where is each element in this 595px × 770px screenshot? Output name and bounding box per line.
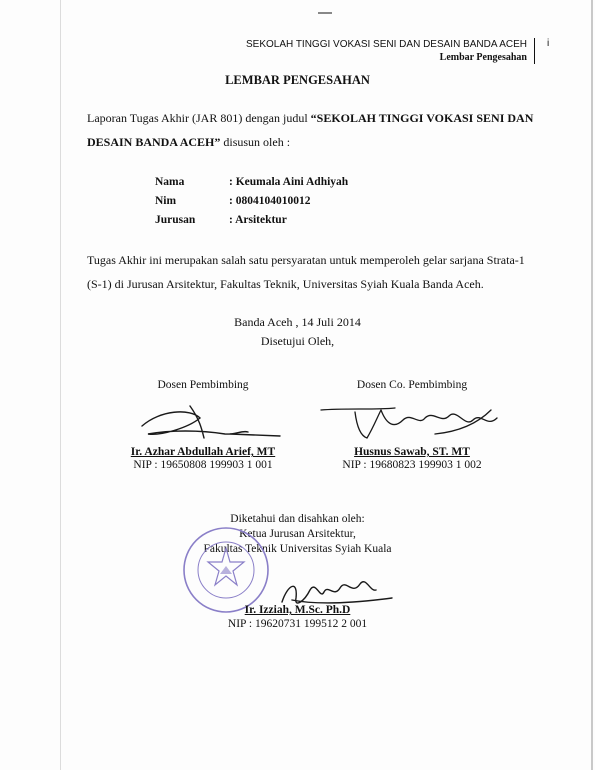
supervisor-name: Ir. Azhar Abdullah Arief, MT <box>130 446 276 458</box>
supervisor-nip: NIP : 19650808 199903 1 001 <box>133 459 273 471</box>
nim-label: Nim <box>155 195 177 207</box>
project-title: “SEKOLAH TINGGI VOKASI SENI DAN DESAIN BANDA ACEH” <box>87 111 534 149</box>
ratification-line3: Fakultas Teknik Universitas Syiah Kuala <box>203 543 392 555</box>
intro-text-before: Laporan Tugas Akhir (JAR 801) dengan judul <box>87 111 311 125</box>
ratification-block <box>0 512 595 557</box>
name-value: : Keumala Aini Adhiyah <box>229 176 349 188</box>
statement-paragraph: Tugas Akhir ini merupakan salah satu persyaratan untuk memperoleh gelar sarjana Strata-1 (S-1) di Jurusan Arsitektur, Fakultas Teknik, Universitas Syiah Kuala Banda Aceh. <box>87 253 525 291</box>
header-institution: SEKOLAH TINGGI VOKASI SENI DAN DESAIN BANDA ACEH <box>245 39 527 50</box>
approved-by: Disetujui Oleh, <box>260 334 335 348</box>
ratification-line2: Ketua Jurusan Arsitektur, <box>239 528 356 540</box>
running-header <box>246 38 535 64</box>
co-supervisor-signature <box>315 398 505 448</box>
scan-edge-right <box>591 0 593 770</box>
scan-speck <box>318 12 332 14</box>
dept-value: : Arsitektur <box>229 214 287 226</box>
head-of-department-nip: NIP : 19620731 199512 2 001 <box>227 618 368 630</box>
co-supervisor-role: Dosen Co. Pembimbing <box>356 379 468 391</box>
dept-label: Jurusan <box>155 214 196 226</box>
co-supervisor-name: Husnus Sawab, ST. MT <box>354 446 470 458</box>
head-of-department-block <box>0 603 595 631</box>
page-title: LEMBAR PENGESAHAN <box>225 73 370 87</box>
ratification-line1: Diketahui dan disahkan oleh: <box>230 513 365 525</box>
intro-text-after: disusun oleh : <box>220 135 291 149</box>
page-number: i <box>547 38 550 49</box>
intro-paragraph <box>87 106 537 154</box>
name-label: Nama <box>155 176 185 188</box>
co-supervisor-nip: NIP : 19680823 199903 1 002 <box>342 459 482 471</box>
nim-value: : 0804104010012 <box>229 195 311 207</box>
supervisor-role: Dosen Pembimbing <box>157 379 249 391</box>
scan-edge-left <box>60 0 61 770</box>
place-date: Banda Aceh , 14 Juli 2014 <box>234 315 361 329</box>
head-of-department-name: Ir. Izziah, M.Sc. Ph.D <box>244 604 351 616</box>
student-info <box>155 173 348 230</box>
supervisor-signature <box>130 400 310 446</box>
header-section: Lembar Pengesahan <box>439 52 527 63</box>
